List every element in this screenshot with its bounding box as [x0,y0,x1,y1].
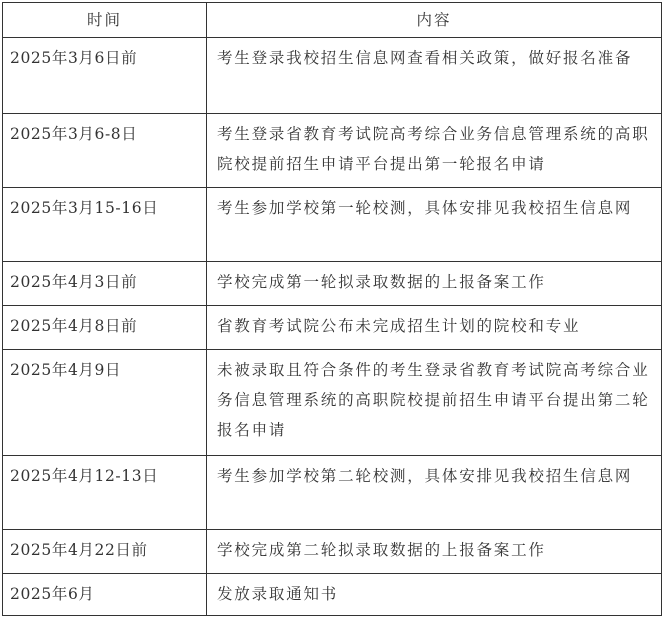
table-row [3,456,662,530]
time-cell: 2025年3月15-16日 [3,188,207,262]
time-cell: 2025年4月3日前 [3,262,207,306]
table-row [3,262,662,306]
time-cell: 2025年4月9日 [3,350,207,456]
time-cell: 2025年4月8日前 [3,306,207,350]
time-cell: 2025年3月6日前 [3,38,207,114]
time-cell: 2025年3月6-8日 [3,114,207,188]
table-row [3,350,662,456]
table-row [3,188,662,262]
header-time: 时间 [3,3,207,38]
table-row [3,38,662,114]
table-row [3,114,662,188]
admission-schedule-table [2,2,662,616]
content-cell: 省教育考试院公布未完成招生计划的院校和专业 [207,306,662,350]
content-cell: 未被录取且符合条件的考生登录省教育考试院高考综合业务信息管理系统的高职院校提前招生申请平台提出第二轮报名申请 [207,350,662,456]
content-cell: 考生参加学校第二轮校测，具体安排见我校招生信息网 [207,456,662,530]
table-row [3,306,662,350]
content-cell: 学校完成第一轮拟录取数据的上报备案工作 [207,262,662,306]
table-header-row [3,3,662,38]
content-cell: 发放录取通知书 [207,574,662,616]
table-row [3,574,662,616]
time-cell: 2025年6月 [3,574,207,616]
table-row [3,530,662,574]
content-cell: 考生登录省教育考试院高考综合业务信息管理系统的高职院校提前招生申请平台提出第一轮报名申请 [207,114,662,188]
time-cell: 2025年4月12-13日 [3,456,207,530]
time-cell: 2025年4月22日前 [3,530,207,574]
content-cell: 学校完成第二轮拟录取数据的上报备案工作 [207,530,662,574]
content-cell: 考生登录我校招生信息网查看相关政策，做好报名准备 [207,38,662,114]
header-content: 内容 [207,3,662,38]
content-cell: 考生参加学校第一轮校测，具体安排见我校招生信息网 [207,188,662,262]
